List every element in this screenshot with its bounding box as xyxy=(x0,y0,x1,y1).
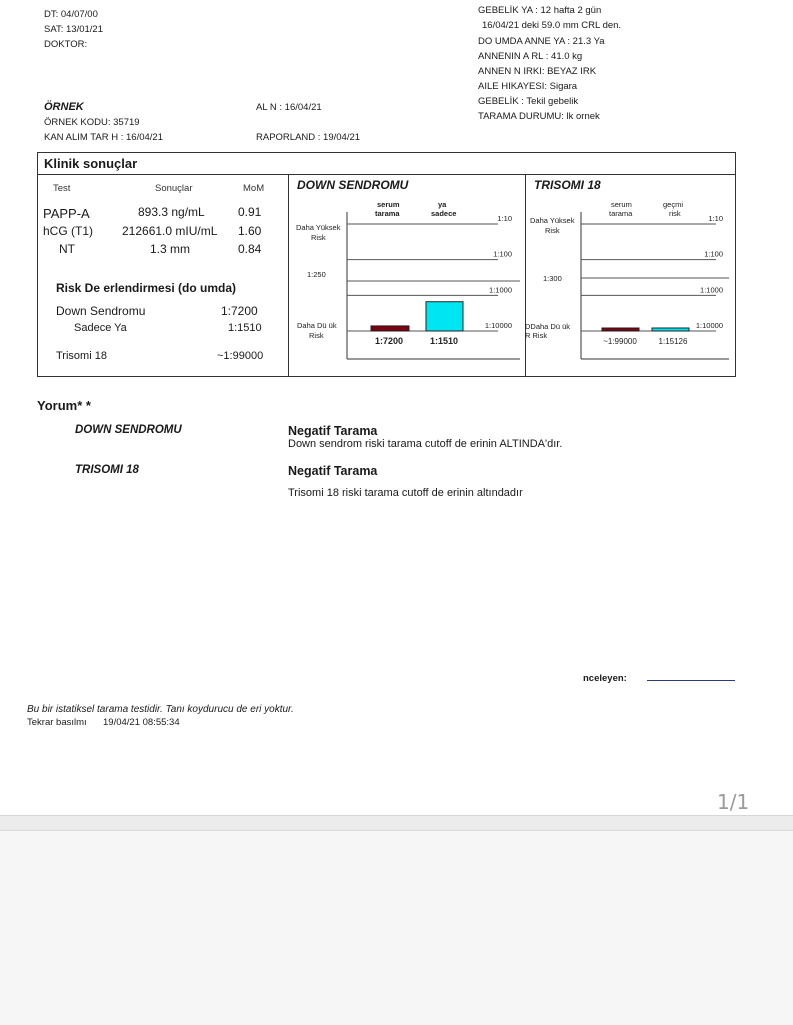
gebelik-tipi-text: GEBELİK : Tekil gebelik xyxy=(478,96,579,107)
raporland-text: RAPORLAND : 19/04/21 xyxy=(256,132,361,143)
page-edge xyxy=(0,816,793,831)
klinik-title: Klinik sonuçlar xyxy=(44,156,138,171)
row-papp-mom: 0.91 xyxy=(238,205,262,219)
dc-gridlabel-3: 1:10000 xyxy=(484,321,512,330)
tc-bar-0 xyxy=(602,328,639,331)
t18-cutoff: 1:300 xyxy=(543,274,562,283)
row-nt-test: NT xyxy=(59,242,75,256)
yorum-down-label: DOWN SENDROMU xyxy=(75,424,182,436)
tekrar-label: Tekrar basılmı xyxy=(27,717,87,728)
col-mom: MoM xyxy=(243,183,265,194)
dc-gridlabel-2: 1:1000 xyxy=(489,285,512,295)
sat-text: SAT: 13/01/21 xyxy=(44,24,103,35)
tc-value-label-0: ~1:99000 xyxy=(603,337,637,346)
irk-text: ANNEN N IRKI: BEYAZ IRK xyxy=(478,66,597,77)
divider-left xyxy=(288,174,289,376)
yorum-t18-label: TRISOMI 18 xyxy=(75,464,139,476)
klinik-header-divider xyxy=(37,174,736,175)
col-test: Test xyxy=(53,183,71,194)
t18-low-risk-a: DDaha Dü ük xyxy=(525,322,571,331)
tc-value-label-1: 1:15126 xyxy=(658,337,688,346)
dc-gridlabel-1: 1:100 xyxy=(493,249,512,259)
risk-down-label: Down Sendromu xyxy=(56,304,146,318)
down-low-risk-b: Risk xyxy=(309,331,324,340)
signature-line xyxy=(647,680,735,681)
down-low-risk-a: Daha Dü ük xyxy=(297,321,337,330)
risk-age-label: Sadece Ya xyxy=(74,322,127,334)
ornek-kodu-text: ÖRNEK KODU: 35719 xyxy=(44,117,140,128)
row-papp-value: 893.3 ng/mL xyxy=(138,205,205,219)
down-cutoff: 1:250 xyxy=(307,270,326,279)
doktor-text: DOKTOR: xyxy=(44,39,88,50)
tc-bar-1 xyxy=(652,328,689,331)
risk-down-value: 1:7200 xyxy=(221,304,258,318)
yorum-down-result: Negatif Tarama xyxy=(288,424,378,438)
dt-text: DT: 04/07/00 xyxy=(44,9,98,20)
t18-low-risk-b: R Risk xyxy=(525,331,548,340)
anne-agirlik-text: ANNENIN A RL : 41.0 kg xyxy=(478,51,583,62)
row-hcg-mom: 1.60 xyxy=(238,224,262,238)
yorum-t18-result: Negatif Tarama xyxy=(288,464,378,478)
row-hcg-test: hCG (T1) xyxy=(43,224,94,238)
row-nt-value: 1.3 mm xyxy=(150,242,191,256)
yorum-t18-detail: Trisomi 18 riski tarama cutoff de erinin altındadır xyxy=(288,487,523,499)
tc-gridlabel-2: 1:1000 xyxy=(700,285,723,295)
yorum-down-detail: Down sendrom riski tarama cutoff de erinin ALTINDA'dır. xyxy=(288,438,563,450)
down-chart-title: DOWN SENDROMU xyxy=(297,178,409,192)
col-sonuclar: Sonuçlar xyxy=(155,183,193,194)
risk-title: Risk De erlendirmesi (do umda) xyxy=(56,281,237,295)
tc-gridlabel-0: 1:10 xyxy=(708,214,723,223)
risk-t18-value: ~1:99000 xyxy=(217,350,264,362)
dc-bar-0 xyxy=(371,326,409,331)
row-papp-test: PAPP-A xyxy=(43,206,90,221)
down-high-risk-b: Risk xyxy=(311,233,326,242)
t18-cat2-bottom: risk xyxy=(669,209,681,218)
row-nt-mom: 0.84 xyxy=(238,242,262,256)
down-cat1-bottom: tarama xyxy=(375,209,400,218)
t18-high-risk-b: Risk xyxy=(545,226,560,235)
down-cat1-top: serum xyxy=(377,200,400,209)
t18-chart-title: TRISOMI 18 xyxy=(534,178,601,192)
row-hcg-value: 212661.0 mIU/mL xyxy=(122,224,218,238)
dc-bar-1 xyxy=(426,302,463,331)
tc-gridlabel-1: 1:100 xyxy=(704,249,723,259)
dc-value-label-1: 1:1510 xyxy=(429,336,459,346)
alin-text: AL N : 16/04/21 xyxy=(256,102,322,113)
gebelik-ya-text: GEBELİK YA : 12 hafta 2 gün xyxy=(478,5,602,16)
kan-alim-text: KAN ALIM TAR H : 16/04/21 xyxy=(44,132,163,143)
disclaimer-text: Bu bir istatiksel tarama testidir. Tanı koydurucu de eri yoktur. xyxy=(27,704,294,715)
viewer-background xyxy=(0,815,793,1025)
tc-gridlabel-3: 1:10000 xyxy=(695,321,723,330)
onaylayan-label: nceleyen: xyxy=(583,673,627,684)
t18-high-risk-a: Daha Yüksek xyxy=(530,216,575,225)
page-number: 1/1 xyxy=(717,790,750,814)
down-high-risk-a: Daha Yüksek xyxy=(296,223,341,232)
ornek-title: ÖRNEK xyxy=(44,101,84,113)
down-cat2-bottom: sadece xyxy=(431,209,457,218)
risk-age-value: 1:1510 xyxy=(228,322,262,334)
risk-t18-label: Trisomi 18 xyxy=(56,350,107,362)
t18-cat2-top: geçmi xyxy=(663,200,684,209)
anne-yasi-text: DO UMDA ANNE YA : 21.3 Ya xyxy=(478,36,605,47)
dc-value-label-0: 1:7200 xyxy=(374,336,404,346)
t18-cat1-bottom: tarama xyxy=(609,209,633,218)
crl-text: 16/04/21 deki 59.0 mm CRL den. xyxy=(482,20,622,31)
t18-cat1-top: serum xyxy=(611,200,632,209)
tekrar-value: 19/04/21 08:55:34 xyxy=(103,717,180,728)
yorum-title: Yorum* * xyxy=(37,398,91,413)
tarama-durumu-text: TARAMA DURUMU: lk ornek xyxy=(478,111,600,122)
down-cat2-top: ya xyxy=(438,200,447,209)
t18-chart-svg xyxy=(574,212,729,372)
dc-gridlabel-0: 1:10 xyxy=(497,214,512,223)
down-chart-svg xyxy=(340,212,520,372)
aile-hikayesi-text: AILE HIKAYESI: Sigara xyxy=(478,81,578,92)
divider-right xyxy=(525,174,526,376)
